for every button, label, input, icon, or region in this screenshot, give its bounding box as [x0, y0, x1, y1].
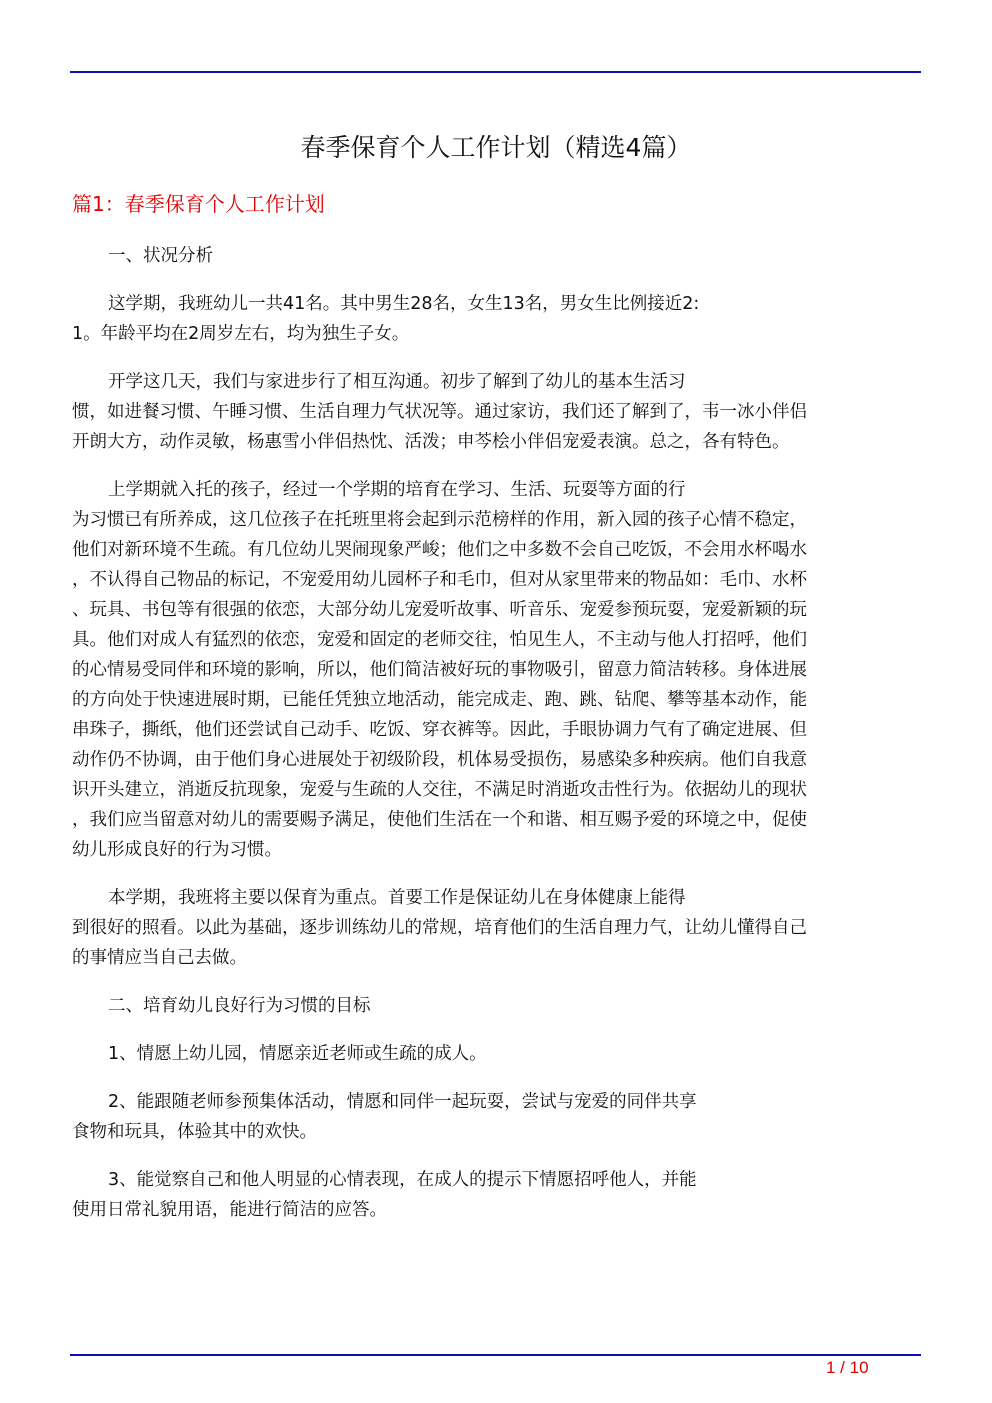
text-line: 开学这几天，我们与家进步行了相互沟通。初步了解到了幼儿的基本生活习 [108, 372, 686, 392]
text-line: 惯，如进餐习惯、午睡习惯、生活自理力气状况等。通过家访，我们还了解到了，韦一冰小伴侣 [72, 402, 807, 422]
text-line: 3、能觉察自己和他人明显的心情表现，在成人的提示下情愿招呼他人，并能 [108, 1170, 697, 1190]
paragraph [72, 1165, 917, 1225]
text-line: 2、能跟随老师参预集体活动，情愿和同伴一起玩耍，尝试与宠爱的同伴共享 [108, 1092, 697, 1112]
paragraph [72, 991, 917, 1021]
text-line: 为习惯已有所养成，这几位孩子在托班里将会起到示范榜样的作用，新入园的孩子心情不稳定， [72, 510, 807, 530]
text-line: 的事情应当自己去做。 [72, 948, 247, 968]
text-line: 开朗大方，动作灵敏，杨惠雪小伴侣热忱、活泼；申芩桧小伴侣宠爱表演。总之，各有特色。 [72, 432, 790, 452]
paragraph [72, 475, 917, 865]
text-line: 上学期就入托的孩子，经过一个学期的培育在学习、生活、玩耍等方面的行 [108, 480, 686, 500]
text-line: 幼儿形成良好的行为习惯。 [72, 840, 282, 860]
header-rule [70, 71, 921, 73]
paragraph [72, 1087, 917, 1147]
text-line: 到很好的照看。以此为基础，逐步训练幼儿的常规，培育他们的生活自理力气，让幼儿懂得自己 [72, 918, 807, 938]
text-line: 1。年龄平均在2周岁左右，均为独生子女。 [72, 324, 410, 344]
text-line: 具。他们对成人有猛烈的依恋，宠爱和固定的老师交往，怕见生人，不主动与他人打招呼，他们 [72, 630, 807, 650]
text-line: 串珠子，撕纸，他们还尝试自己动手、吃饭、穿衣裤等。因此，手眼协调力气有了确定进展、但 [72, 720, 807, 740]
section-heading: 篇1：春季保育个人工作计划 [72, 192, 325, 216]
text-line: 的方向处于快速进展时期，已能任凭独立地活动，能完成走、跑、跳、钻爬、攀等基本动作，能 [72, 690, 807, 710]
text-line: 本学期，我班将主要以保育为重点。首要工作是保证幼儿在身体健康上能得 [108, 888, 686, 908]
text-line: 二、培育幼儿良好行为习惯的目标 [108, 996, 371, 1016]
text-line: 这学期，我班幼儿一共41名。其中男生28名，女生13名，男女生比例接近2: [108, 294, 700, 314]
paragraph [72, 883, 917, 973]
text-line: 1、情愿上幼儿园，情愿亲近老师或生疏的成人。 [108, 1044, 487, 1064]
document-title: 春季保育个人工作计划（精选4篇） [300, 133, 692, 162]
paragraph [72, 241, 917, 271]
text-line: 食物和玩具，体验其中的欢快。 [72, 1122, 317, 1142]
text-line: 使用日常礼貌用语，能进行简洁的应答。 [72, 1200, 387, 1220]
paragraph [72, 1039, 917, 1069]
paragraph [72, 367, 917, 457]
paragraph [72, 289, 917, 349]
text-line: 他们对新环境不生疏。有几位幼儿哭闹现象严峻；他们之中多数不会自己吃饭，不会用水杯喝水 [72, 540, 807, 560]
text-line: ，我们应当留意对幼儿的需要赐予满足，使他们生活在一个和谐、相互赐予爱的环境之中，促使 [72, 810, 807, 830]
document-body [72, 241, 917, 1243]
text-line: 识开头建立，消逝反抗现象，宠爱与生疏的人交往，不满足时消逝攻击性行为。依据幼儿的现状 [72, 780, 807, 800]
text-line: 、玩具、书包等有很强的依恋，大部分幼儿宠爱听故事、听音乐、宠爱参预玩耍，宠爱新颖的玩 [72, 600, 807, 620]
text-line: 动作仍不协调，由于他们身心进展处于初级阶段，机体易受损伤，易感染多种疾病。他们自我意 [72, 750, 807, 770]
page-number: 1 / 10 [826, 1358, 869, 1377]
text-line: 一、状况分析 [108, 246, 213, 266]
footer-rule [70, 1354, 921, 1356]
text-line: ，不认得自己物品的标记，不宠爱用幼儿园杯子和毛巾，但对从家里带来的物品如：毛巾、水杯 [72, 570, 807, 590]
text-line: 的心情易受同伴和环境的影响，所以，他们简洁被好玩的事物吸引，留意力简洁转移。身体进展 [72, 660, 807, 680]
